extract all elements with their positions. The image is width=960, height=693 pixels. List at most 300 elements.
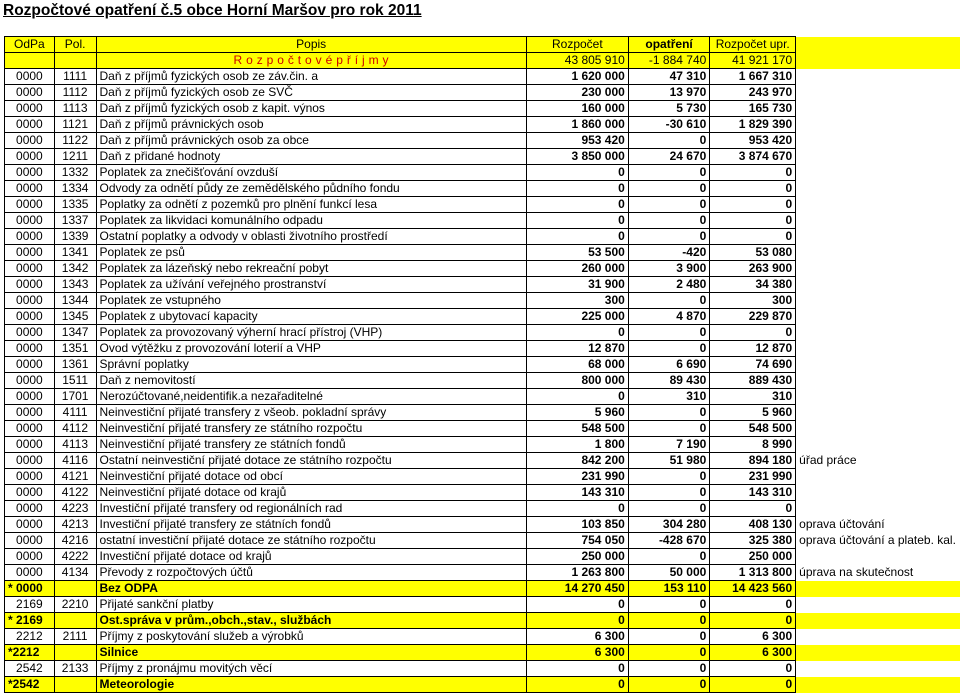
cell-popis: Investiční přijaté transfery od regionálních rad bbox=[96, 501, 526, 517]
cell-note bbox=[796, 341, 960, 357]
cell-popis: Daň z příjmů fyzických osob ze záv.čin. a bbox=[96, 69, 526, 85]
cell-opatreni: 50 000 bbox=[628, 565, 709, 581]
cell-rozpocet: 953 420 bbox=[526, 133, 628, 149]
cell-rozpocet: 250 000 bbox=[526, 549, 628, 565]
cell-rozpocet: 800 000 bbox=[526, 373, 628, 389]
cell-rozpocet: 0 bbox=[526, 229, 628, 245]
header-opatreni: opatření bbox=[628, 37, 709, 53]
cell-pol: 1361 bbox=[54, 357, 96, 373]
table-row bbox=[5, 197, 960, 213]
cell-rozpocet: 230 000 bbox=[526, 85, 628, 101]
cell-rozpocet: 548 500 bbox=[526, 421, 628, 437]
cell-upraveny: 1 313 800 bbox=[710, 565, 796, 581]
cell-pol: 1701 bbox=[54, 389, 96, 405]
cell-upraveny: 0 bbox=[710, 501, 796, 517]
cell-odpa: 0000 bbox=[5, 469, 55, 485]
cell-note bbox=[796, 213, 960, 229]
cell-note bbox=[796, 149, 960, 165]
cell-opatreni: 0 bbox=[628, 229, 709, 245]
cell-rozpocet: 1 800 bbox=[526, 437, 628, 453]
cell-upraveny: 300 bbox=[710, 293, 796, 309]
cell-popis: Správní poplatky bbox=[96, 357, 526, 373]
cell-pol: 2133 bbox=[54, 661, 96, 677]
cell-note bbox=[796, 437, 960, 453]
page-title: Rozpočtové opatření č.5 obce Horní Maršov pro rok 2011 bbox=[3, 2, 422, 19]
cell-rozpocet: 160 000 bbox=[526, 101, 628, 117]
cell-note bbox=[796, 325, 960, 341]
cell-popis: Poplatek za lázeňský nebo rekreační pobyt bbox=[96, 261, 526, 277]
table-row bbox=[5, 373, 960, 389]
table-row bbox=[5, 261, 960, 277]
cell-odpa: 0000 bbox=[5, 245, 55, 261]
cell-rozpocet: 754 050 bbox=[526, 533, 628, 549]
cell-popis: Meteorologie bbox=[96, 677, 526, 693]
cell-opatreni: 4 870 bbox=[628, 309, 709, 325]
cell-rozpocet: 0 bbox=[526, 181, 628, 197]
cell-odpa: 0000 bbox=[5, 69, 55, 85]
cell-note bbox=[796, 613, 960, 629]
cell-popis: Neinvestiční přijaté transfery ze státních fondů bbox=[96, 437, 526, 453]
cell-popis: Poplatek ze vstupného bbox=[96, 293, 526, 309]
cell-rozpocet: 1 860 000 bbox=[526, 117, 628, 133]
table-row bbox=[5, 277, 960, 293]
cell-upraveny: 165 730 bbox=[710, 101, 796, 117]
cell-note bbox=[796, 261, 960, 277]
table-row bbox=[5, 69, 960, 85]
table-row bbox=[5, 661, 960, 677]
cell-pol: 4134 bbox=[54, 565, 96, 581]
cell-odpa: 0000 bbox=[5, 501, 55, 517]
cell-odpa: 0000 bbox=[5, 533, 55, 549]
cell-opatreni: 7 190 bbox=[628, 437, 709, 453]
cell-odpa: 0000 bbox=[5, 117, 55, 133]
cell-opatreni: 13 970 bbox=[628, 85, 709, 101]
cell-popis: Ostatní poplatky a odvody v oblasti životního prostředí bbox=[96, 229, 526, 245]
cell-note bbox=[796, 309, 960, 325]
cell-rozpocet: 5 960 bbox=[526, 405, 628, 421]
cell-popis: Příjmy z pronájmu movitých věcí bbox=[96, 661, 526, 677]
cell-rozpocet: 1 620 000 bbox=[526, 69, 628, 85]
cell-upraveny: 894 180 bbox=[710, 453, 796, 469]
cell-upraveny: 0 bbox=[710, 325, 796, 341]
cell-upraveny: 0 bbox=[710, 229, 796, 245]
cell-odpa: *2212 bbox=[5, 645, 55, 661]
cell-pol: 1345 bbox=[54, 309, 96, 325]
cell-pol: 1351 bbox=[54, 341, 96, 357]
table-row bbox=[5, 213, 960, 229]
cell-opatreni: 310 bbox=[628, 389, 709, 405]
cell-opatreni: 47 310 bbox=[628, 69, 709, 85]
cell-pol: 2210 bbox=[54, 597, 96, 613]
cell-pol: 1337 bbox=[54, 213, 96, 229]
cell-upraveny: 0 bbox=[710, 165, 796, 181]
cell-odpa: 0000 bbox=[5, 437, 55, 453]
cell-opatreni: 0 bbox=[628, 645, 709, 661]
cell-upraveny: 6 300 bbox=[710, 629, 796, 645]
cell-odpa: 0000 bbox=[5, 389, 55, 405]
cell-opatreni: -428 670 bbox=[628, 533, 709, 549]
cell-popis: Daň z nemovitostí bbox=[96, 373, 526, 389]
cell-pol: 1112 bbox=[54, 85, 96, 101]
subtotal-row bbox=[5, 645, 960, 661]
cell-odpa: 0000 bbox=[5, 229, 55, 245]
cell-rozpocet: 12 870 bbox=[526, 341, 628, 357]
cell-popis: Ost.správa v prům.,obch.,stav., službách bbox=[96, 613, 526, 629]
table-row bbox=[5, 405, 960, 421]
cell-pol: 4216 bbox=[54, 533, 96, 549]
cell-note bbox=[796, 485, 960, 501]
cell-upraveny: 8 990 bbox=[710, 437, 796, 453]
cell-popis: Poplatek za znečišťování ovzduší bbox=[96, 165, 526, 181]
income-label: R o z p o č t o v é p ř í j m y bbox=[96, 53, 526, 69]
cell-pol: 1344 bbox=[54, 293, 96, 309]
table-row bbox=[5, 357, 960, 373]
header-odpa: OdPa bbox=[5, 37, 55, 53]
cell-odpa: 0000 bbox=[5, 197, 55, 213]
cell-pol bbox=[54, 645, 96, 661]
cell-popis: ostatní investiční přijaté dotace ze státního rozpočtu bbox=[96, 533, 526, 549]
cell-pol: 4116 bbox=[54, 453, 96, 469]
cell-odpa: 0000 bbox=[5, 293, 55, 309]
income-upraveny: 41 921 170 bbox=[710, 53, 796, 69]
cell-odpa: *2542 bbox=[5, 677, 55, 693]
cell-odpa: 0000 bbox=[5, 149, 55, 165]
cell-note bbox=[796, 581, 960, 597]
cell-opatreni: 0 bbox=[628, 485, 709, 501]
cell-upraveny: 250 000 bbox=[710, 549, 796, 565]
table-row bbox=[5, 309, 960, 325]
cell-opatreni: 3 900 bbox=[628, 261, 709, 277]
table-row bbox=[5, 597, 960, 613]
table-row bbox=[5, 85, 960, 101]
table-row bbox=[5, 245, 960, 261]
cell-pol: 1339 bbox=[54, 229, 96, 245]
cell-note bbox=[796, 293, 960, 309]
cell-pol: 1341 bbox=[54, 245, 96, 261]
cell-opatreni: 0 bbox=[628, 549, 709, 565]
cell-rozpocet: 0 bbox=[526, 197, 628, 213]
cell-note: úřad práce bbox=[799, 453, 857, 467]
cell-note bbox=[796, 597, 960, 613]
cell-note bbox=[796, 661, 960, 677]
cell-odpa: 0000 bbox=[5, 85, 55, 101]
cell-rozpocet: 225 000 bbox=[526, 309, 628, 325]
cell-rozpocet: 103 850 bbox=[526, 517, 628, 533]
cell-opatreni: 24 670 bbox=[628, 149, 709, 165]
cell-upraveny: 229 870 bbox=[710, 309, 796, 325]
table-row bbox=[5, 629, 960, 645]
cell-opatreni: -30 610 bbox=[628, 117, 709, 133]
cell-popis: Bez ODPA bbox=[96, 581, 526, 597]
cell-rozpocet: 0 bbox=[526, 677, 628, 693]
cell-note bbox=[796, 197, 960, 213]
table-row bbox=[5, 389, 960, 405]
cell-upraveny: 408 130 bbox=[710, 517, 796, 533]
cell-rozpocet: 143 310 bbox=[526, 485, 628, 501]
cell-note bbox=[796, 117, 960, 133]
cell-opatreni: 0 bbox=[628, 661, 709, 677]
cell-pol: 4213 bbox=[54, 517, 96, 533]
cell-rozpocet: 260 000 bbox=[526, 261, 628, 277]
cell-pol: 1121 bbox=[54, 117, 96, 133]
cell-opatreni: -420 bbox=[628, 245, 709, 261]
cell-rozpocet: 0 bbox=[526, 389, 628, 405]
cell-upraveny: 5 960 bbox=[710, 405, 796, 421]
cell-opatreni: 0 bbox=[628, 469, 709, 485]
cell-pol: 4222 bbox=[54, 549, 96, 565]
cell-odpa: 2169 bbox=[5, 597, 55, 613]
cell-opatreni: 0 bbox=[628, 629, 709, 645]
budget-table bbox=[4, 36, 960, 693]
table-row bbox=[5, 485, 960, 501]
cell-odpa: 0000 bbox=[5, 357, 55, 373]
table-row bbox=[5, 325, 960, 341]
cell-upraveny: 548 500 bbox=[710, 421, 796, 437]
cell-upraveny: 6 300 bbox=[710, 645, 796, 661]
cell-odpa: 0000 bbox=[5, 325, 55, 341]
cell-rozpocet: 0 bbox=[526, 661, 628, 677]
cell-popis: Poplatek ze psů bbox=[96, 245, 526, 261]
cell-upraveny: 889 430 bbox=[710, 373, 796, 389]
cell-upraveny: 243 970 bbox=[710, 85, 796, 101]
cell-pol bbox=[54, 613, 96, 629]
cell-opatreni: 2 480 bbox=[628, 277, 709, 293]
cell-rozpocet: 3 850 000 bbox=[526, 149, 628, 165]
cell-upraveny: 0 bbox=[710, 613, 796, 629]
table-row bbox=[5, 101, 960, 117]
cell-odpa: 0000 bbox=[5, 165, 55, 181]
cell-rozpocet: 0 bbox=[526, 165, 628, 181]
cell-opatreni: 0 bbox=[628, 181, 709, 197]
cell-opatreni: 0 bbox=[628, 421, 709, 437]
cell-opatreni: 0 bbox=[628, 613, 709, 629]
cell-pol: 1335 bbox=[54, 197, 96, 213]
cell-rozpocet: 0 bbox=[526, 213, 628, 229]
cell-opatreni: 0 bbox=[628, 197, 709, 213]
table-row bbox=[5, 437, 960, 453]
table-row bbox=[5, 469, 960, 485]
table-row bbox=[5, 453, 960, 469]
cell-opatreni: 0 bbox=[628, 597, 709, 613]
cell-rozpocet: 0 bbox=[526, 597, 628, 613]
cell-popis: Poplatek za provozovaný výherní hrací přístroj (VHP) bbox=[96, 325, 526, 341]
income-opatreni: -1 884 740 bbox=[628, 53, 709, 69]
subtotal-row bbox=[5, 581, 960, 597]
cell-popis: Ovod výtěžku z provozování loterií a VHP bbox=[96, 341, 526, 357]
cell-pol: 1211 bbox=[54, 149, 96, 165]
table-row bbox=[5, 165, 960, 181]
cell-upraveny: 953 420 bbox=[710, 133, 796, 149]
cell-odpa: * 0000 bbox=[5, 581, 55, 597]
cell-upraveny: 325 380 bbox=[710, 533, 796, 549]
cell-rozpocet: 6 300 bbox=[526, 645, 628, 661]
cell-upraveny: 34 380 bbox=[710, 277, 796, 293]
cell-popis: Nerozúčtované,neidentifik.a nezařaditelné bbox=[96, 389, 526, 405]
cell-popis: Neinvestiční přijaté dotace od obcí bbox=[96, 469, 526, 485]
cell-popis: Neinvestiční přijaté transfery ze státního rozpočtu bbox=[96, 421, 526, 437]
table-row bbox=[5, 517, 960, 533]
cell-upraveny: 143 310 bbox=[710, 485, 796, 501]
cell-odpa: 0000 bbox=[5, 133, 55, 149]
cell-rozpocet: 0 bbox=[526, 613, 628, 629]
cell-odpa: 0000 bbox=[5, 213, 55, 229]
cell-rozpocet: 300 bbox=[526, 293, 628, 309]
cell-popis: Odvody za odnětí půdy ze zemědělského půdního fondu bbox=[96, 181, 526, 197]
cell-odpa: 0000 bbox=[5, 181, 55, 197]
cell-note bbox=[796, 277, 960, 293]
cell-rozpocet: 1 263 800 bbox=[526, 565, 628, 581]
cell-pol: 4121 bbox=[54, 469, 96, 485]
header-upraveny: Rozpočet upr. bbox=[710, 37, 796, 53]
cell-pol: 1122 bbox=[54, 133, 96, 149]
cell-rozpocet: 6 300 bbox=[526, 629, 628, 645]
cell-odpa: 0000 bbox=[5, 341, 55, 357]
cell-rozpocet: 0 bbox=[526, 501, 628, 517]
cell-note bbox=[796, 181, 960, 197]
cell-note: oprava účtování a plateb. kal. bbox=[799, 533, 956, 547]
cell-note bbox=[796, 469, 960, 485]
cell-note bbox=[796, 85, 960, 101]
header-row bbox=[5, 37, 960, 53]
cell-upraveny: 0 bbox=[710, 597, 796, 613]
cell-popis: Převody z rozpočtových účtů bbox=[96, 565, 526, 581]
cell-popis: Přijaté sankční platby bbox=[96, 597, 526, 613]
table-row bbox=[5, 565, 960, 581]
cell-rozpocet: 14 270 450 bbox=[526, 581, 628, 597]
table-row bbox=[5, 549, 960, 565]
cell-pol: 2111 bbox=[54, 629, 96, 645]
cell-rozpocet: 53 500 bbox=[526, 245, 628, 261]
cell-popis: Poplatek za likvidaci komunálního odpadu bbox=[96, 213, 526, 229]
cell-upraveny: 14 423 560 bbox=[710, 581, 796, 597]
cell-note bbox=[796, 629, 960, 645]
cell-odpa: 0000 bbox=[5, 549, 55, 565]
cell-opatreni: 0 bbox=[628, 325, 709, 341]
cell-upraveny: 0 bbox=[710, 213, 796, 229]
header-popis: Popis bbox=[96, 37, 526, 53]
cell-upraveny: 3 874 670 bbox=[710, 149, 796, 165]
cell-popis: Investiční přijaté dotace od krajů bbox=[96, 549, 526, 565]
cell-opatreni: 153 110 bbox=[628, 581, 709, 597]
cell-odpa: 0000 bbox=[5, 565, 55, 581]
cell-note bbox=[796, 69, 960, 85]
cell-pol: 1347 bbox=[54, 325, 96, 341]
cell-pol: 1334 bbox=[54, 181, 96, 197]
table-row bbox=[5, 533, 960, 549]
cell-note bbox=[796, 645, 960, 661]
cell-pol bbox=[54, 581, 96, 597]
income-rozpocet: 43 805 910 bbox=[526, 53, 628, 69]
subtotal-row bbox=[5, 613, 960, 629]
cell-pol: 4122 bbox=[54, 485, 96, 501]
cell-opatreni: 0 bbox=[628, 341, 709, 357]
cell-rozpocet: 68 000 bbox=[526, 357, 628, 373]
cell-popis: Poplatek za užívání veřejného prostranství bbox=[96, 277, 526, 293]
cell-upraveny: 0 bbox=[710, 661, 796, 677]
table-row bbox=[5, 133, 960, 149]
header-pol: Pol. bbox=[54, 37, 96, 53]
cell-note bbox=[796, 133, 960, 149]
cell-odpa: 0000 bbox=[5, 517, 55, 533]
cell-odpa: * 2169 bbox=[5, 613, 55, 629]
cell-odpa: 2542 bbox=[5, 661, 55, 677]
cell-upraveny: 263 900 bbox=[710, 261, 796, 277]
cell-opatreni: 0 bbox=[628, 677, 709, 693]
cell-popis: Neinvestiční přijaté dotace od krajů bbox=[96, 485, 526, 501]
cell-pol: 1511 bbox=[54, 373, 96, 389]
cell-opatreni: 6 690 bbox=[628, 357, 709, 373]
table-row bbox=[5, 501, 960, 517]
cell-rozpocet: 231 990 bbox=[526, 469, 628, 485]
cell-note bbox=[796, 101, 960, 117]
cell-note bbox=[796, 549, 960, 565]
cell-note bbox=[796, 421, 960, 437]
cell-odpa: 0000 bbox=[5, 485, 55, 501]
cell-upraveny: 1 829 390 bbox=[710, 117, 796, 133]
table-row bbox=[5, 421, 960, 437]
cell-pol: 4223 bbox=[54, 501, 96, 517]
cell-upraveny: 12 870 bbox=[710, 341, 796, 357]
cell-note bbox=[796, 357, 960, 373]
cell-note bbox=[796, 389, 960, 405]
cell-popis: Poplatky za odnětí z pozemků pro plnění funkcí lesa bbox=[96, 197, 526, 213]
cell-popis: Daň z příjmů právnických osob za obce bbox=[96, 133, 526, 149]
cell-rozpocet: 842 200 bbox=[526, 453, 628, 469]
cell-upraveny: 231 990 bbox=[710, 469, 796, 485]
cell-popis: Silnice bbox=[96, 645, 526, 661]
cell-odpa: 0000 bbox=[5, 261, 55, 277]
income-row bbox=[5, 53, 960, 69]
cell-opatreni: 304 280 bbox=[628, 517, 709, 533]
cell-odpa: 0000 bbox=[5, 373, 55, 389]
cell-pol: 4111 bbox=[54, 405, 96, 421]
cell-upraveny: 1 667 310 bbox=[710, 69, 796, 85]
cell-opatreni: 89 430 bbox=[628, 373, 709, 389]
cell-odpa: 0000 bbox=[5, 405, 55, 421]
cell-popis: Daň z přidané hodnoty bbox=[96, 149, 526, 165]
table-row bbox=[5, 149, 960, 165]
cell-upraveny: 0 bbox=[710, 181, 796, 197]
table-row bbox=[5, 229, 960, 245]
cell-pol: 1332 bbox=[54, 165, 96, 181]
cell-odpa: 0000 bbox=[5, 277, 55, 293]
cell-pol: 1343 bbox=[54, 277, 96, 293]
table-row bbox=[5, 293, 960, 309]
cell-popis: Poplatek z ubytovací kapacity bbox=[96, 309, 526, 325]
cell-odpa: 2212 bbox=[5, 629, 55, 645]
cell-opatreni: 0 bbox=[628, 501, 709, 517]
cell-opatreni: 0 bbox=[628, 133, 709, 149]
cell-opatreni: 0 bbox=[628, 405, 709, 421]
cell-opatreni: 0 bbox=[628, 165, 709, 181]
cell-upraveny: 0 bbox=[710, 197, 796, 213]
cell-odpa: 0000 bbox=[5, 421, 55, 437]
cell-popis: Neinvestiční přijaté transfery z všeob. pokladní správy bbox=[96, 405, 526, 421]
cell-upraveny: 74 690 bbox=[710, 357, 796, 373]
cell-pol: 4113 bbox=[54, 437, 96, 453]
cell-opatreni: 5 730 bbox=[628, 101, 709, 117]
cell-note bbox=[796, 501, 960, 517]
table-row bbox=[5, 117, 960, 133]
cell-popis: Příjmy z poskytování služeb a výrobků bbox=[96, 629, 526, 645]
cell-pol: 4112 bbox=[54, 421, 96, 437]
cell-rozpocet: 0 bbox=[526, 325, 628, 341]
cell-note bbox=[796, 405, 960, 421]
cell-note bbox=[796, 229, 960, 245]
cell-upraveny: 53 080 bbox=[710, 245, 796, 261]
cell-pol: 1111 bbox=[54, 69, 96, 85]
header-rozpocet: Rozpočet bbox=[526, 37, 628, 53]
